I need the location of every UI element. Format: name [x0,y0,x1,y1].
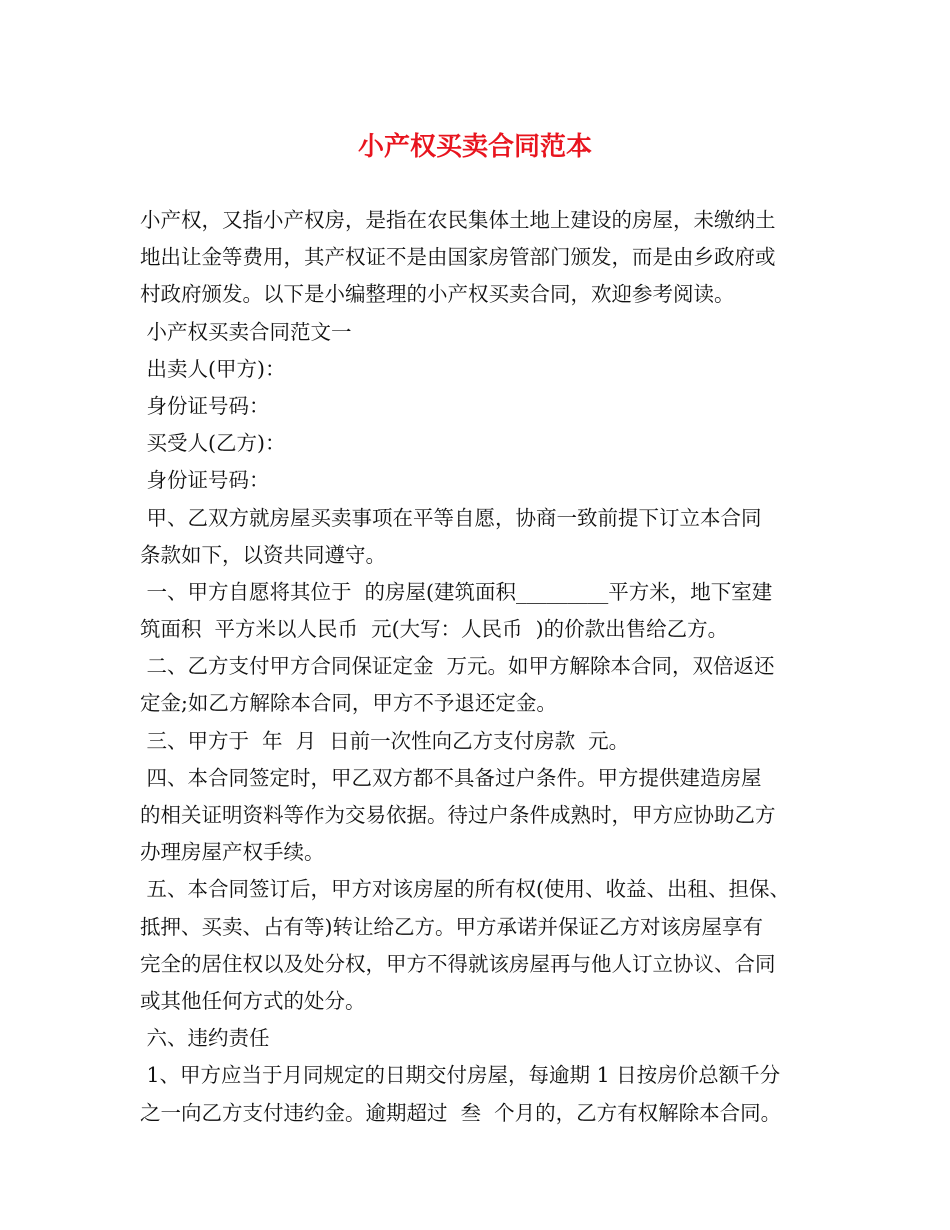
clause-line: 四、本合同签定时，甲乙双方都不具备过户条件。甲方提供建造房屋 [140,765,762,790]
paragraph-line: 村政府颁发。以下是小编整理的小产权买卖合同，欢迎参考阅读。 [140,282,735,307]
seller-id-field: 身份证号码： [140,393,270,418]
clause-line: 一、甲方自愿将其位于 的房屋(建筑面积_________平方米，地下室建 [140,579,773,604]
clause-line: 1、甲方应当于月同规定的日期交付房屋，每逾期 1 日按房价总额千分 [140,1063,781,1088]
paragraph-line: 小产权，又指小产权房，是指在农民集体土地上建设的房屋，未缴纳土 [140,208,776,232]
clause-line: 定金;如乙方解除本合同，甲方不予退还定金。 [140,691,557,716]
clause-line: 办理房屋产权手续。 [140,840,325,865]
clause-line: 二、乙方支付甲方合同保证定金 万元。如甲方解除本合同，双倍返还 [140,654,775,679]
clause-line: 的相关证明资料等作为交易依据。待过户条件成熟时，甲方应协助乙方 [140,803,776,827]
clause-line: 三、甲方于 年 月 日前一次性向乙方支付房款 元。 [140,728,630,753]
clause-line: 五、本合同签订后，甲方对该房屋的所有权(使用、收益、出租、担保、 [140,877,791,902]
seller-field: 出卖人(甲方)： [140,356,286,381]
clause-line: 之一向乙方支付违约金。逾期超过 叁 个月的，乙方有权解除本合同。 [140,1100,782,1125]
clause-line: 筑面积 平方米以人民币 元(大写：人民币 )的价款出售给乙方。 [140,617,729,642]
clause-line: 抵押、买卖、占有等)转让给乙方。甲方承诺并保证乙方对该房屋享有 [140,914,763,939]
clause-line: 完全的居住权以及处分权，甲方不得就该房屋再与他人订立协议、合同 [140,951,776,976]
buyer-id-field: 身份证号码： [140,468,270,493]
section-heading: 小产权买卖合同范文一 [140,319,352,344]
buyer-field: 买受人(乙方)： [140,431,286,456]
clause-line: 或其他任何方式的处分。 [140,988,366,1013]
paragraph-line: 甲、乙双方就房屋买卖事项在平等自愿，协商一致前提下订立本合同 [140,505,762,530]
section-heading: 六、违约责任 [140,1026,270,1051]
paragraph-line: 地出让金等费用，其产权证不是由国家房管部门颁发，而是由乡政府或 [140,245,776,270]
paragraph-line: 条款如下，以资共同遵守。 [140,542,386,567]
document-title: 小产权买卖合同范本 [357,132,592,162]
document-body [140,202,816,1132]
